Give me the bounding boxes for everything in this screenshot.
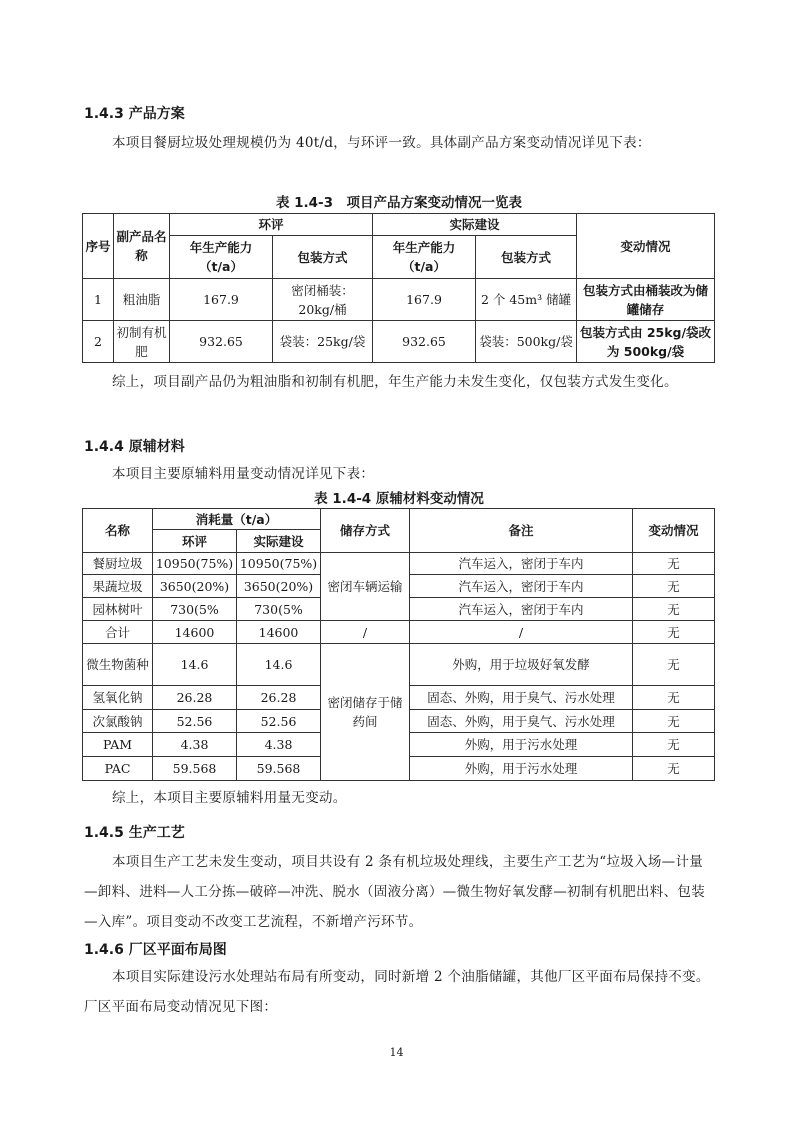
cell-actual: 14.6 <box>237 644 321 686</box>
table-row <box>83 621 715 644</box>
cell-eia: 14600 <box>153 621 237 644</box>
cell-remark: / <box>410 621 633 644</box>
page-number: 14 <box>389 1046 404 1059</box>
cell-change: 无 <box>633 710 715 733</box>
header-storage: 储存方式 <box>321 509 410 553</box>
cell-storage-total: / <box>321 621 410 644</box>
cell-actual-packaging: 2 个 45m³ 储罐 <box>476 279 577 321</box>
header-seq: 序号 <box>83 214 114 279</box>
cell-eia-packaging: 密闭桶装：20kg/桶 <box>273 279 373 321</box>
cell-actual: 4.38 <box>237 733 321 757</box>
cell-remark: 汽车运入，密闭于车内 <box>410 598 633 621</box>
header-eia: 环评 <box>170 214 373 236</box>
cell-name: 微生物菌种 <box>83 644 153 686</box>
paragraph-product-scheme: 本项目餐厨垃圾处理规模仍为 40t/d，与环评一致。具体副产品方案变动情况详见下表： <box>112 135 651 151</box>
cell-eia-capacity: 167.9 <box>170 279 273 321</box>
cell-seq: 1 <box>83 279 114 321</box>
section-heading-1-4-6: 1.4.6 厂区平面布局图 <box>84 942 227 958</box>
cell-change: 无 <box>633 621 715 644</box>
cell-eia: 14.6 <box>153 644 237 686</box>
table-row <box>83 279 715 321</box>
cell-name: 粗油脂 <box>114 279 170 321</box>
cell-change: 无 <box>633 686 715 710</box>
cell-remark: 固态、外购，用于臭气、污水处理 <box>410 686 633 710</box>
paragraph-product-summary: 综上，项目副产品仍为粗油脂和初制有机肥，年生产能力未发生变化，仅包装方式发生变化。 <box>112 374 678 390</box>
cell-eia: 10950(75%) <box>153 553 237 575</box>
cell-actual-capacity: 932.65 <box>373 321 476 363</box>
cell-change: 无 <box>633 733 715 757</box>
header-consumption: 消耗量（t/a） <box>153 509 321 530</box>
cell-remark: 汽车运入，密闭于车内 <box>410 553 633 575</box>
cell-change: 无 <box>633 598 715 621</box>
cell-actual: 59.568 <box>237 757 321 781</box>
cell-name: 园林树叶 <box>83 598 153 621</box>
cell-change: 包装方式由 25kg/袋改为 500kg/袋 <box>577 321 715 363</box>
cell-storage-vehicle: 密闭车辆运输 <box>321 553 410 621</box>
header-change: 变动情况 <box>633 509 715 553</box>
cell-name: 餐厨垃圾 <box>83 553 153 575</box>
cell-remark: 固态、外购，用于臭气、污水处理 <box>410 710 633 733</box>
cell-name: 果蔬垃圾 <box>83 575 153 598</box>
table-row <box>83 553 715 575</box>
header-eia: 环评 <box>153 530 237 553</box>
header-actual-capacity: 年生产能力（t/a） <box>373 236 476 279</box>
cell-actual-capacity: 167.9 <box>373 279 476 321</box>
paragraph-materials-summary: 综上，本项目主要原辅料用量无变动。 <box>112 790 347 806</box>
header-eia-capacity: 年生产能力（t/a） <box>170 236 273 279</box>
cell-change: 无 <box>633 575 715 598</box>
header-actual: 实际建设 <box>237 530 321 553</box>
cell-eia: 4.38 <box>153 733 237 757</box>
cell-change: 无 <box>633 553 715 575</box>
cell-actual: 10950(75%) <box>237 553 321 575</box>
header-name: 名称 <box>83 509 153 553</box>
header-name: 副产品名称 <box>114 214 170 279</box>
table-row <box>83 644 715 686</box>
cell-remark: 外购，用于污水处理 <box>410 733 633 757</box>
table-caption-1-4-4: 表 1.4-4 原辅材料变动情况 <box>314 491 484 507</box>
cell-remark: 汽车运入，密闭于车内 <box>410 575 633 598</box>
cell-remark: 外购，用于垃圾好氧发酵 <box>410 644 633 686</box>
cell-change: 包装方式由桶装改为储罐储存 <box>577 279 715 321</box>
cell-eia: 59.568 <box>153 757 237 781</box>
header-eia-packaging: 包装方式 <box>273 236 373 279</box>
section-heading-1-4-5: 1.4.5 生产工艺 <box>84 825 185 841</box>
header-actual: 实际建设 <box>373 214 577 236</box>
product-scheme-table <box>82 213 715 363</box>
cell-storage-medicine-room: 密闭储存于储药间 <box>321 644 410 781</box>
cell-name: 次氯酸钠 <box>83 710 153 733</box>
paragraph-plant-layout: 本项目实际建设污水处理站布局有所变动，同时新增 2 个油脂储罐，其他厂区平面布局保持不变。厂区平面布局变动情况见下图： <box>84 969 710 1015</box>
cell-eia-packaging: 袋装：25kg/袋 <box>273 321 373 363</box>
cell-actual: 3650(20%) <box>237 575 321 598</box>
section-heading-1-4-3: 1.4.3 产品方案 <box>84 106 185 122</box>
header-remark: 备注 <box>410 509 633 553</box>
cell-change: 无 <box>633 644 715 686</box>
cell-eia: 730(5% <box>153 598 237 621</box>
cell-eia: 3650(20%) <box>153 575 237 598</box>
paragraph-production-process: 本项目生产工艺未发生变动，项目共设有 2 条有机垃圾处理线，主要生产工艺为“垃圾入场—计量—卸料、进料—人工分拣—破碎—冲洗、脱水（固液分离）—微生物好氧发酵—初制有机肥出料、包装—入库”。项目变动不改变工艺流程，不新增产污环节。 <box>84 854 705 930</box>
cell-name: PAC <box>83 757 153 781</box>
cell-eia: 26.28 <box>153 686 237 710</box>
cell-actual: 730(5% <box>237 598 321 621</box>
cell-actual-packaging: 袋装：500kg/袋 <box>476 321 577 363</box>
header-change: 变动情况 <box>577 214 715 279</box>
raw-materials-table <box>82 508 715 781</box>
cell-actual: 52.56 <box>237 710 321 733</box>
cell-actual: 14600 <box>237 621 321 644</box>
cell-name: 氢氧化钠 <box>83 686 153 710</box>
cell-remark: 外购，用于污水处理 <box>410 757 633 781</box>
cell-eia-capacity: 932.65 <box>170 321 273 363</box>
cell-eia: 52.56 <box>153 710 237 733</box>
cell-name: 初制有机肥 <box>114 321 170 363</box>
header-actual-packaging: 包装方式 <box>476 236 577 279</box>
cell-seq: 2 <box>83 321 114 363</box>
cell-change: 无 <box>633 757 715 781</box>
paragraph-raw-materials: 本项目主要原辅料用量变动情况详见下表： <box>112 466 375 482</box>
cell-name: PAM <box>83 733 153 757</box>
table-caption-1-4-3: 表 1.4-3 项目产品方案变动情况一览表 <box>275 195 523 211</box>
cell-actual: 26.28 <box>237 686 321 710</box>
table-row <box>83 321 715 363</box>
section-heading-1-4-4: 1.4.4 原辅材料 <box>84 439 185 455</box>
cell-name: 合计 <box>83 621 153 644</box>
